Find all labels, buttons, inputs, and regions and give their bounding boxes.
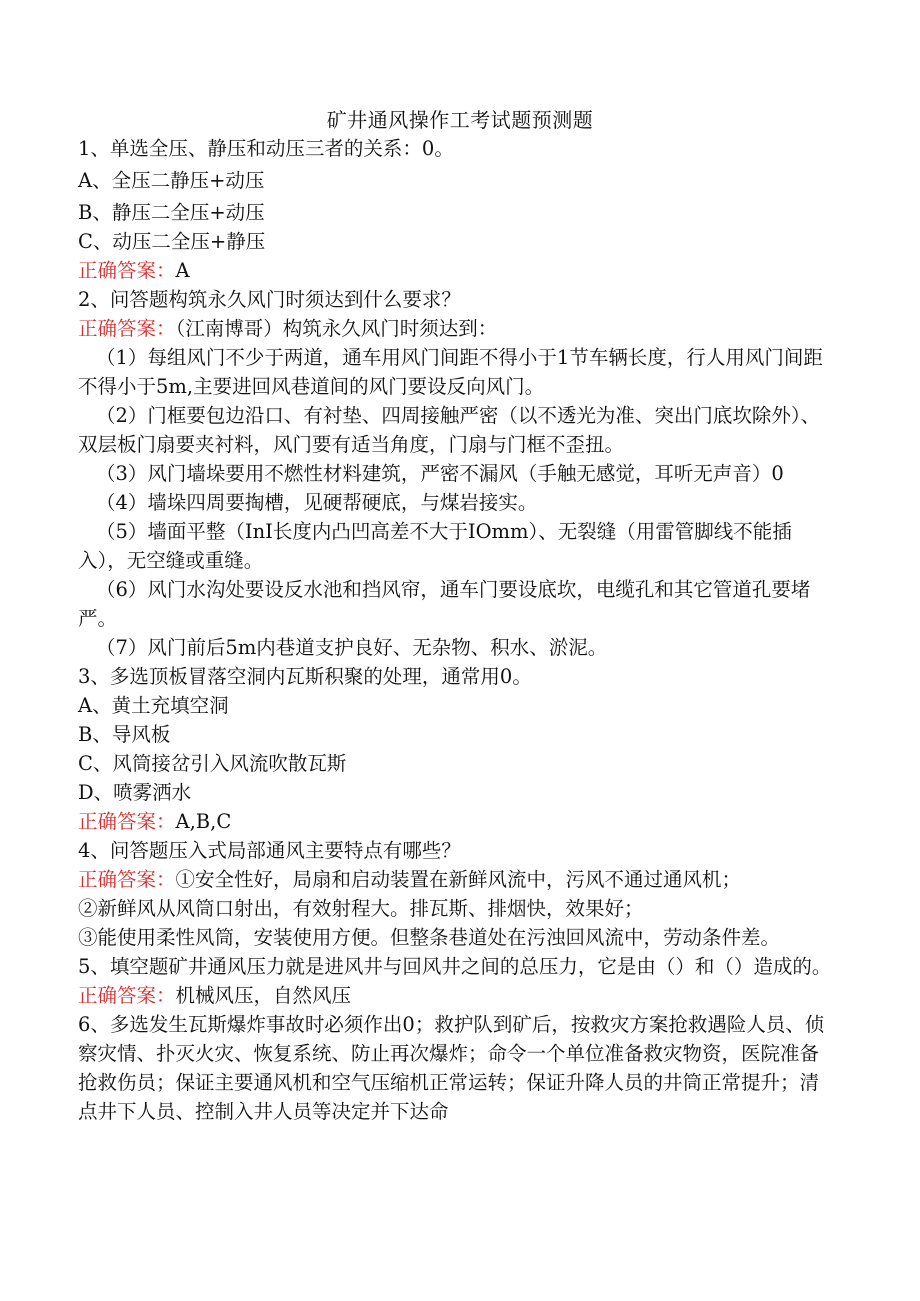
question-6-stem: 6、多选发生瓦斯爆炸事故时必须作出0；救护队到矿后，按救灾方案抢救遇险人员、侦察灾情、扑灭火灾、恢复系统、防止再次爆炸；命令一个单位准备救灾物资，医院准备抢救伤员；保证主要通风机和空气压缩机正常运转；保证升降人员的井筒正常提升；清点井下人员、控制入井人员等决定并下达命 [78, 1013, 825, 1123]
answer-value: A,B,C [175, 810, 232, 833]
question-1-option-a: A、全压二静压+动压 [78, 169, 265, 192]
answer-label: 正确答案： [78, 259, 176, 282]
question-3-option-c: C、风筒接岔引入风流吹散瓦斯 [78, 752, 347, 775]
question-4-answer-line-3: ③能使用柔性风筒，安装使用方便。但整条巷道处在污浊回风流中，劳动条件差。 [78, 926, 781, 949]
question-2-point-3: （3）风门墙垛要用不燃性材料建筑，严密不漏风（手触无感觉，耳听无声音）0 [96, 462, 784, 485]
question-4-answer [78, 865, 833, 894]
answer-label: 正确答案： [78, 984, 176, 1007]
question-4-stem: 4、问答题压入式局部通风主要特点有哪些？ [78, 839, 461, 862]
question-2-point-5: （5）墙面平整（InI长度内凸凹高差不大于IOmm）、无裂缝（用雷管脚线不能插入），无空缝或重缝。 [78, 520, 792, 572]
question-1-answer [78, 256, 833, 285]
answer-label: 正确答案： [78, 317, 176, 340]
question-5-answer [78, 981, 833, 1010]
question-1-option-b: B、静压二全压+动压 [78, 201, 265, 224]
question-2-point-6: （6）风门水沟处要设反水池和挡风帘，通车门要设底坎，电缆孔和其它管道孔要堵严。 [78, 578, 811, 630]
question-5-stem: 5、填空题矿井通风压力就是进风井与回风井之间的总压力，它是由（）和（）造成的。 [78, 955, 832, 978]
question-2-point-2: （2）门框要包边沿口、有衬垫、四周接触严密（以不透光为准、突出门底坎除外）、双层板门扇要夹衬料，风门要有适当角度，门扇与门框不歪扭。 [78, 404, 821, 456]
answer-value: A [175, 259, 190, 282]
question-1-stem: 1、单选全压、静压和动压三者的关系：0。 [78, 137, 454, 160]
page-title: 矿井通风操作工考试题预测题 [326, 108, 594, 132]
question-2-point-1: （1）每组风门不少于两道，通车用风门间距不得小于1节车辆长度，行人用风门间距不得小于5m,主要进回风巷道间的风门要设反向风门。 [78, 346, 823, 398]
question-3-option-a: A、黄土充填空洞 [78, 694, 229, 717]
question-2-stem: 2、问答题构筑永久风门时须达到什么要求？ [78, 288, 461, 311]
question-3-stem: 3、多选顶板冒落空洞内瓦斯积聚的处理，通常用0。 [78, 665, 532, 688]
document-body [78, 134, 833, 1126]
answer-value: ①安全性好，局扇和启动装置在新鲜风流中，污风不通过通风机； [175, 868, 742, 891]
answer-label: 正确答案： [78, 868, 176, 891]
question-4-answer-line-2: ②新鲜风从风筒口射出，有效射程大。排瓦斯、排烟快，效果好； [78, 897, 644, 920]
question-3-option-d: D、喷雾洒水 [78, 781, 192, 804]
answer-label: 正确答案： [78, 810, 176, 833]
answer-value: （江南博哥）构筑永久风门时须达到： [175, 317, 498, 340]
question-3-option-b: B、导风板 [78, 723, 171, 746]
question-2-point-4: （4）墙垛四周要掏槽，见硬帮硬底，与煤岩接实。 [96, 491, 538, 514]
question-3-answer [78, 807, 833, 836]
question-2-answer [78, 314, 833, 343]
question-2-point-7: （7）风门前后5m内巷道支护良好、无杂物、积水、淤泥。 [96, 636, 608, 659]
question-1-option-c: C、动压二全压+静压 [78, 230, 266, 253]
answer-value: 机械风压，自然风压 [175, 984, 352, 1007]
